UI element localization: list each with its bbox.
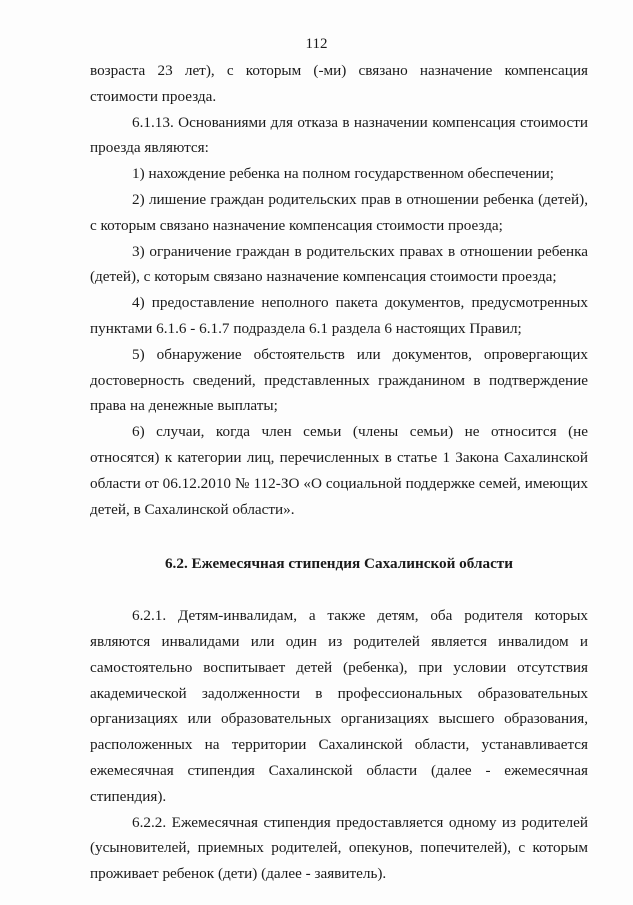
- paragraph-6-2-1: 6.2.1. Детям-инвалидам, а также детям, оба родителя которых являются инвалидами или один из родителей является инвалидом и самостоятельно воспитывает детей (ребенка), при условии отсутствия академической задолженности в профессиональных образовательных организациях или образовательных организациях высшего образования, расположенных на территории Сахалинской области, устанавливается ежемесячная стипендия Сахалинской области (далее - ежемесячная стипендия).: [90, 607, 588, 805]
- document-body: [90, 58, 588, 887]
- page-number: 112: [305, 36, 328, 52]
- list-item-5: 5) обнаружение обстоятельств или документов, опровергающих достоверность сведений, представленных гражданином в подтверждение права на денежные выплаты;: [90, 345, 588, 415]
- paragraph-6-2-2: 6.2.2. Ежемесячная стипендия предоставляется одному из родителей (усыновителей, приемных родителей, опекунов, попечителей), с которым проживает ребенок (дети) (далее - заявитель).: [90, 813, 588, 883]
- paragraph-continuation: возраста 23 лет), с которым (-ми) связано назначение компенсация стоимости проезда.: [90, 62, 588, 105]
- list-item-6: 6) случаи, когда член семьи (члены семьи) не относится (не относятся) к категории лиц, перечисленных в статье 1 Закона Сахалинской области от 06.12.2010 № 112-ЗО «О социальной поддержке семей, имеющих детей, в Сахалинской области».: [90, 423, 588, 518]
- list-item-2: 2) лишение граждан родительских прав в отношении ребенка (детей), с которым связано назначение компенсация стоимости проезда;: [90, 190, 588, 234]
- paragraph-6-1-13: 6.1.13. Основаниями для отказа в назначении компенсация стоимости проезда являются:: [90, 113, 588, 157]
- list-item-1: 1) нахождение ребенка на полном государственном обеспечении;: [132, 165, 555, 183]
- list-item-4: 4) предоставление неполного пакета документов, предусмотренных пунктами 6.1.6 - 6.1.7 подраздела 6.1 раздела 6 настоящих Правил;: [90, 294, 588, 337]
- section-heading: 6.2. Ежемесячная стипендия Сахалинской области: [164, 555, 514, 573]
- list-item-3: 3) ограничение граждан в родительских правах в отношении ребенка (детей), с которым связано назначение компенсация стоимости проезда;: [90, 242, 588, 286]
